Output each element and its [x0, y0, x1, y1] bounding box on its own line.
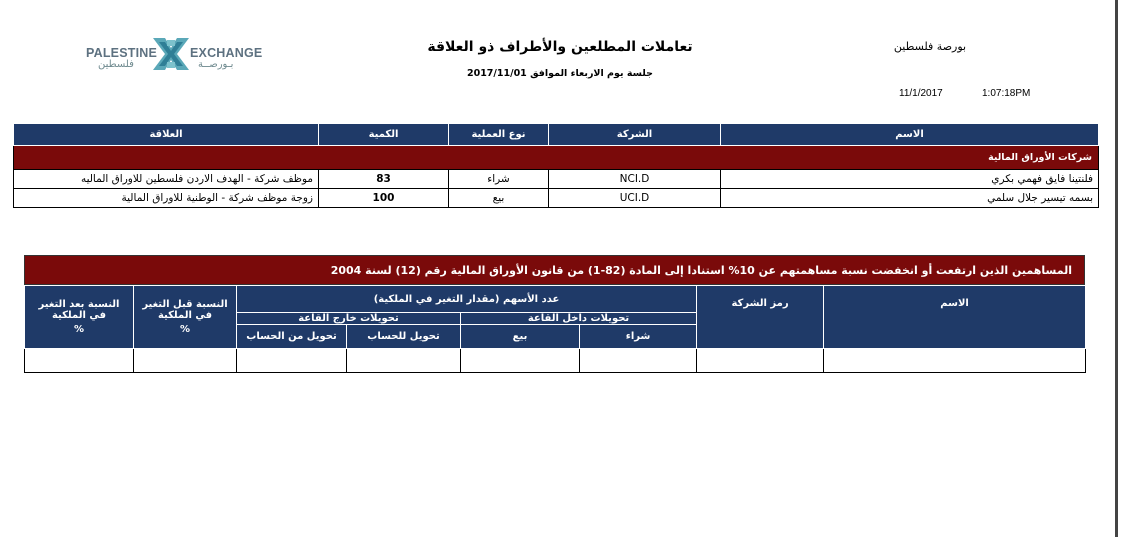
- pct-after-symbol: %: [73, 324, 85, 335]
- cell-sell: [461, 349, 580, 373]
- cell-symbol: [697, 349, 824, 373]
- cell-company: UCI.D: [549, 189, 721, 208]
- pct-after-line2: في الملكية: [51, 310, 107, 321]
- session-date-subtitle: جلسة يوم الاربعاء الموافق 2017/11/01: [466, 68, 654, 79]
- table-row: [14, 189, 1099, 208]
- col-header-name: الاسم: [824, 286, 1086, 349]
- cell-quantity: 83: [319, 170, 449, 189]
- pct-before-line1: النسبة قبل التغير: [142, 299, 228, 310]
- cell-name: [824, 349, 1086, 373]
- cell-company: NCI.D: [549, 170, 721, 189]
- col-header-buy: شراء: [580, 325, 697, 349]
- col-header-outside: تحويلات خارج القاعة: [237, 313, 461, 325]
- col-header-symbol: رمز الشركة: [697, 286, 824, 349]
- col-header-operation: نوع العملية: [449, 124, 549, 146]
- logo-cross-icon: [151, 34, 191, 74]
- col-header-shares: عدد الأسهم (مقدار التغير في الملكية): [237, 286, 697, 313]
- pct-before-line2: في الملكية: [157, 310, 213, 321]
- report-title: تعاملات المطلعين والأطراف ذو العلاقة: [427, 39, 693, 55]
- cell-transfer-to: [347, 349, 461, 373]
- table-header-row: [25, 286, 1086, 313]
- table-row: [25, 349, 1086, 373]
- palestine-exchange-logo: [80, 28, 263, 78]
- logo-arabic-exchange: بـورصــة: [198, 59, 234, 70]
- organization-name: بورصة فلسطين: [893, 40, 967, 53]
- cell-quantity: 100: [319, 189, 449, 208]
- pct-before-symbol: %: [179, 324, 191, 335]
- cell-operation: شراء: [449, 170, 549, 189]
- col-header-inside: تحويلات داخل القاعة: [461, 313, 697, 325]
- cell-relation: زوجة موظف شركة - الوطنية للاوراق المالية: [14, 189, 319, 208]
- major-shareholders-section: [24, 255, 1085, 373]
- cell-buy: [580, 349, 697, 373]
- cell-relation: موظف شركة - الهدف الاردن فلسطين للاوراق الماليه: [14, 170, 319, 189]
- col-header-pct-after: [25, 286, 134, 349]
- group-row: [14, 146, 1099, 170]
- col-header-sell: بيع: [461, 325, 580, 349]
- cell-operation: بيع: [449, 189, 549, 208]
- report-time: 1:07:18PM: [982, 88, 1031, 99]
- cell-name: فلنتينا فايق فهمي بكري: [721, 170, 1099, 189]
- col-header-name: الاسم: [721, 124, 1099, 146]
- col-header-company: الشركة: [549, 124, 721, 146]
- table-row: [14, 170, 1099, 189]
- logo-arabic-palestine: فلسطين: [98, 59, 134, 70]
- col-header-pct-before: [134, 286, 237, 349]
- logo-text-exchange: EXCHANGE: [190, 46, 263, 60]
- page-right-border: [1115, 0, 1118, 537]
- major-shareholders-title: المساهمين الذين ارتفعت أو انخفضت نسبة مساهمتهم عن 10% استنادا إلى المادة (82-1) من قانون الأوراق المالية رقم (12) لسنة 2004: [24, 255, 1085, 285]
- cell-pct-before: [134, 349, 237, 373]
- group-label: شركات الأوراق المالية: [14, 146, 1099, 170]
- pct-after-line1: النسبة بعد التغير: [38, 299, 120, 310]
- cell-name: بسمه تيسير جلال سلمي: [721, 189, 1099, 208]
- report-date: 11/1/2017: [899, 88, 943, 99]
- cell-transfer-from: [237, 349, 347, 373]
- col-header-quantity: الكمية: [319, 124, 449, 146]
- major-shareholders-table: [24, 285, 1086, 373]
- col-header-relation: العلاقة: [14, 124, 319, 146]
- table-header-row: [14, 124, 1099, 146]
- col-header-transfer-to: تحويل للحساب: [347, 325, 461, 349]
- logo-text-palestine: PALESTINE: [86, 46, 158, 60]
- insider-transactions-table: [13, 123, 1099, 208]
- cell-pct-after: [25, 349, 134, 373]
- col-header-transfer-from: تحويل من الحساب: [237, 325, 347, 349]
